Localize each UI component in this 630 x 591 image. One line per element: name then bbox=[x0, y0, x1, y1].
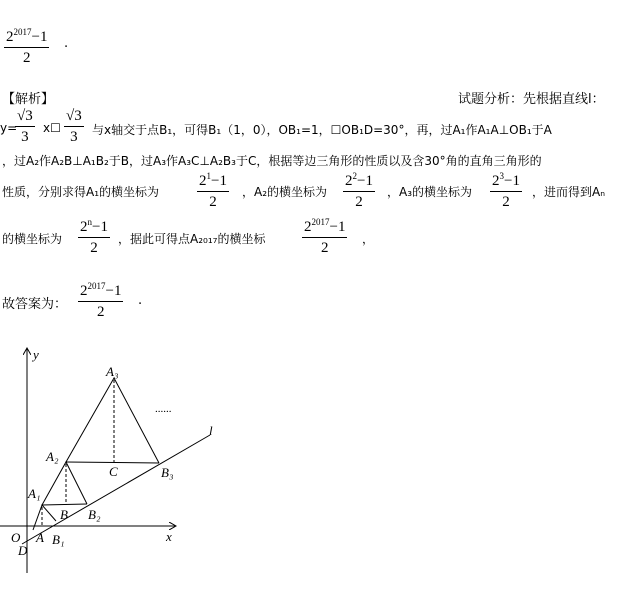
frac-an: $\frac{2^n-1}{2}$ bbox=[80, 217, 108, 256]
eq-x-sym: x☐ bbox=[43, 121, 61, 135]
label-A3: A₃ bbox=[106, 364, 119, 379]
answer-fraction: $\frac{2^{2017}-1}{2}$ bbox=[80, 281, 122, 320]
triangle-3 bbox=[66, 378, 159, 463]
geometry-figure bbox=[0, 311, 630, 591]
triangle-2 bbox=[42, 462, 87, 505]
label-dots: ...... bbox=[155, 403, 172, 415]
eq-frac-2: $\frac{√3}{3}$ bbox=[66, 108, 82, 145]
analysis-line-5b: ，A₂的横坐标为 bbox=[242, 185, 328, 199]
label-x: x bbox=[166, 529, 172, 544]
frac-a3: $\frac{2^3-1}{2}$ bbox=[492, 171, 520, 210]
analysis-line-5d: ，进而得到Aₙ bbox=[532, 185, 605, 199]
label-D: D bbox=[18, 543, 28, 558]
analysis-line-5c: ，A₃的横坐标为 bbox=[387, 185, 473, 199]
answer-period: . bbox=[138, 293, 143, 308]
analysis-line-6b: ，据此可得点A₂₀₁₇的横坐标 bbox=[118, 232, 266, 246]
label-origin: O bbox=[11, 530, 21, 545]
analysis-heading: 【解析】 bbox=[2, 92, 55, 107]
top-fraction: $\frac{2^{2017}-1}{2}$ bbox=[6, 27, 48, 66]
line-eq-prefix: y= bbox=[0, 121, 18, 135]
frac-a2: $\frac{2^2-1}{2}$ bbox=[345, 171, 373, 210]
label-B2: B₂ bbox=[88, 507, 101, 522]
label-l: l bbox=[209, 423, 213, 438]
label-C: C bbox=[109, 464, 118, 479]
label-B3: B₃ bbox=[161, 465, 174, 480]
edge-a2-b3 bbox=[66, 462, 159, 463]
analysis-intro: 试题分析：先根据直线l： bbox=[458, 92, 605, 107]
label-y: y bbox=[33, 347, 39, 362]
analysis-line-4: ，过A₂作A₂B⊥A₁B₂于B，过A₃作A₃C⊥A₂B₃于C，根据等边三角形的性质以及含30°角的直角三角形的 bbox=[2, 154, 542, 168]
label-A2: A₂ bbox=[46, 449, 59, 464]
eq-frac-1: $\frac{√3}{3}$ bbox=[17, 108, 33, 145]
label-A: A bbox=[36, 530, 44, 545]
frac-a2017: $\frac{2^{2017}-1}{2}$ bbox=[304, 217, 346, 256]
analysis-line-3: 与x轴交于点B₁，可得B₁（1，0），OB₁=1，☐OB₁D=30°，再，过A₁作A₁A⊥OB₁于A bbox=[92, 123, 552, 137]
analysis-line-6a: 的横坐标为 bbox=[2, 232, 63, 246]
frac-a1: $\frac{2^1-1}{2}$ bbox=[199, 171, 227, 210]
edge-a1-b2 bbox=[42, 504, 87, 505]
analysis-line-5a: 性质，分别求得A₁的横坐标为 bbox=[2, 185, 160, 199]
label-A1: A₁ bbox=[28, 486, 41, 501]
label-B1: B₁ bbox=[52, 532, 65, 547]
top-period: . bbox=[64, 36, 69, 51]
label-B: B bbox=[60, 507, 68, 522]
answer-label: 故答案为： bbox=[2, 297, 68, 312]
analysis-line-6c: ， bbox=[362, 232, 375, 246]
